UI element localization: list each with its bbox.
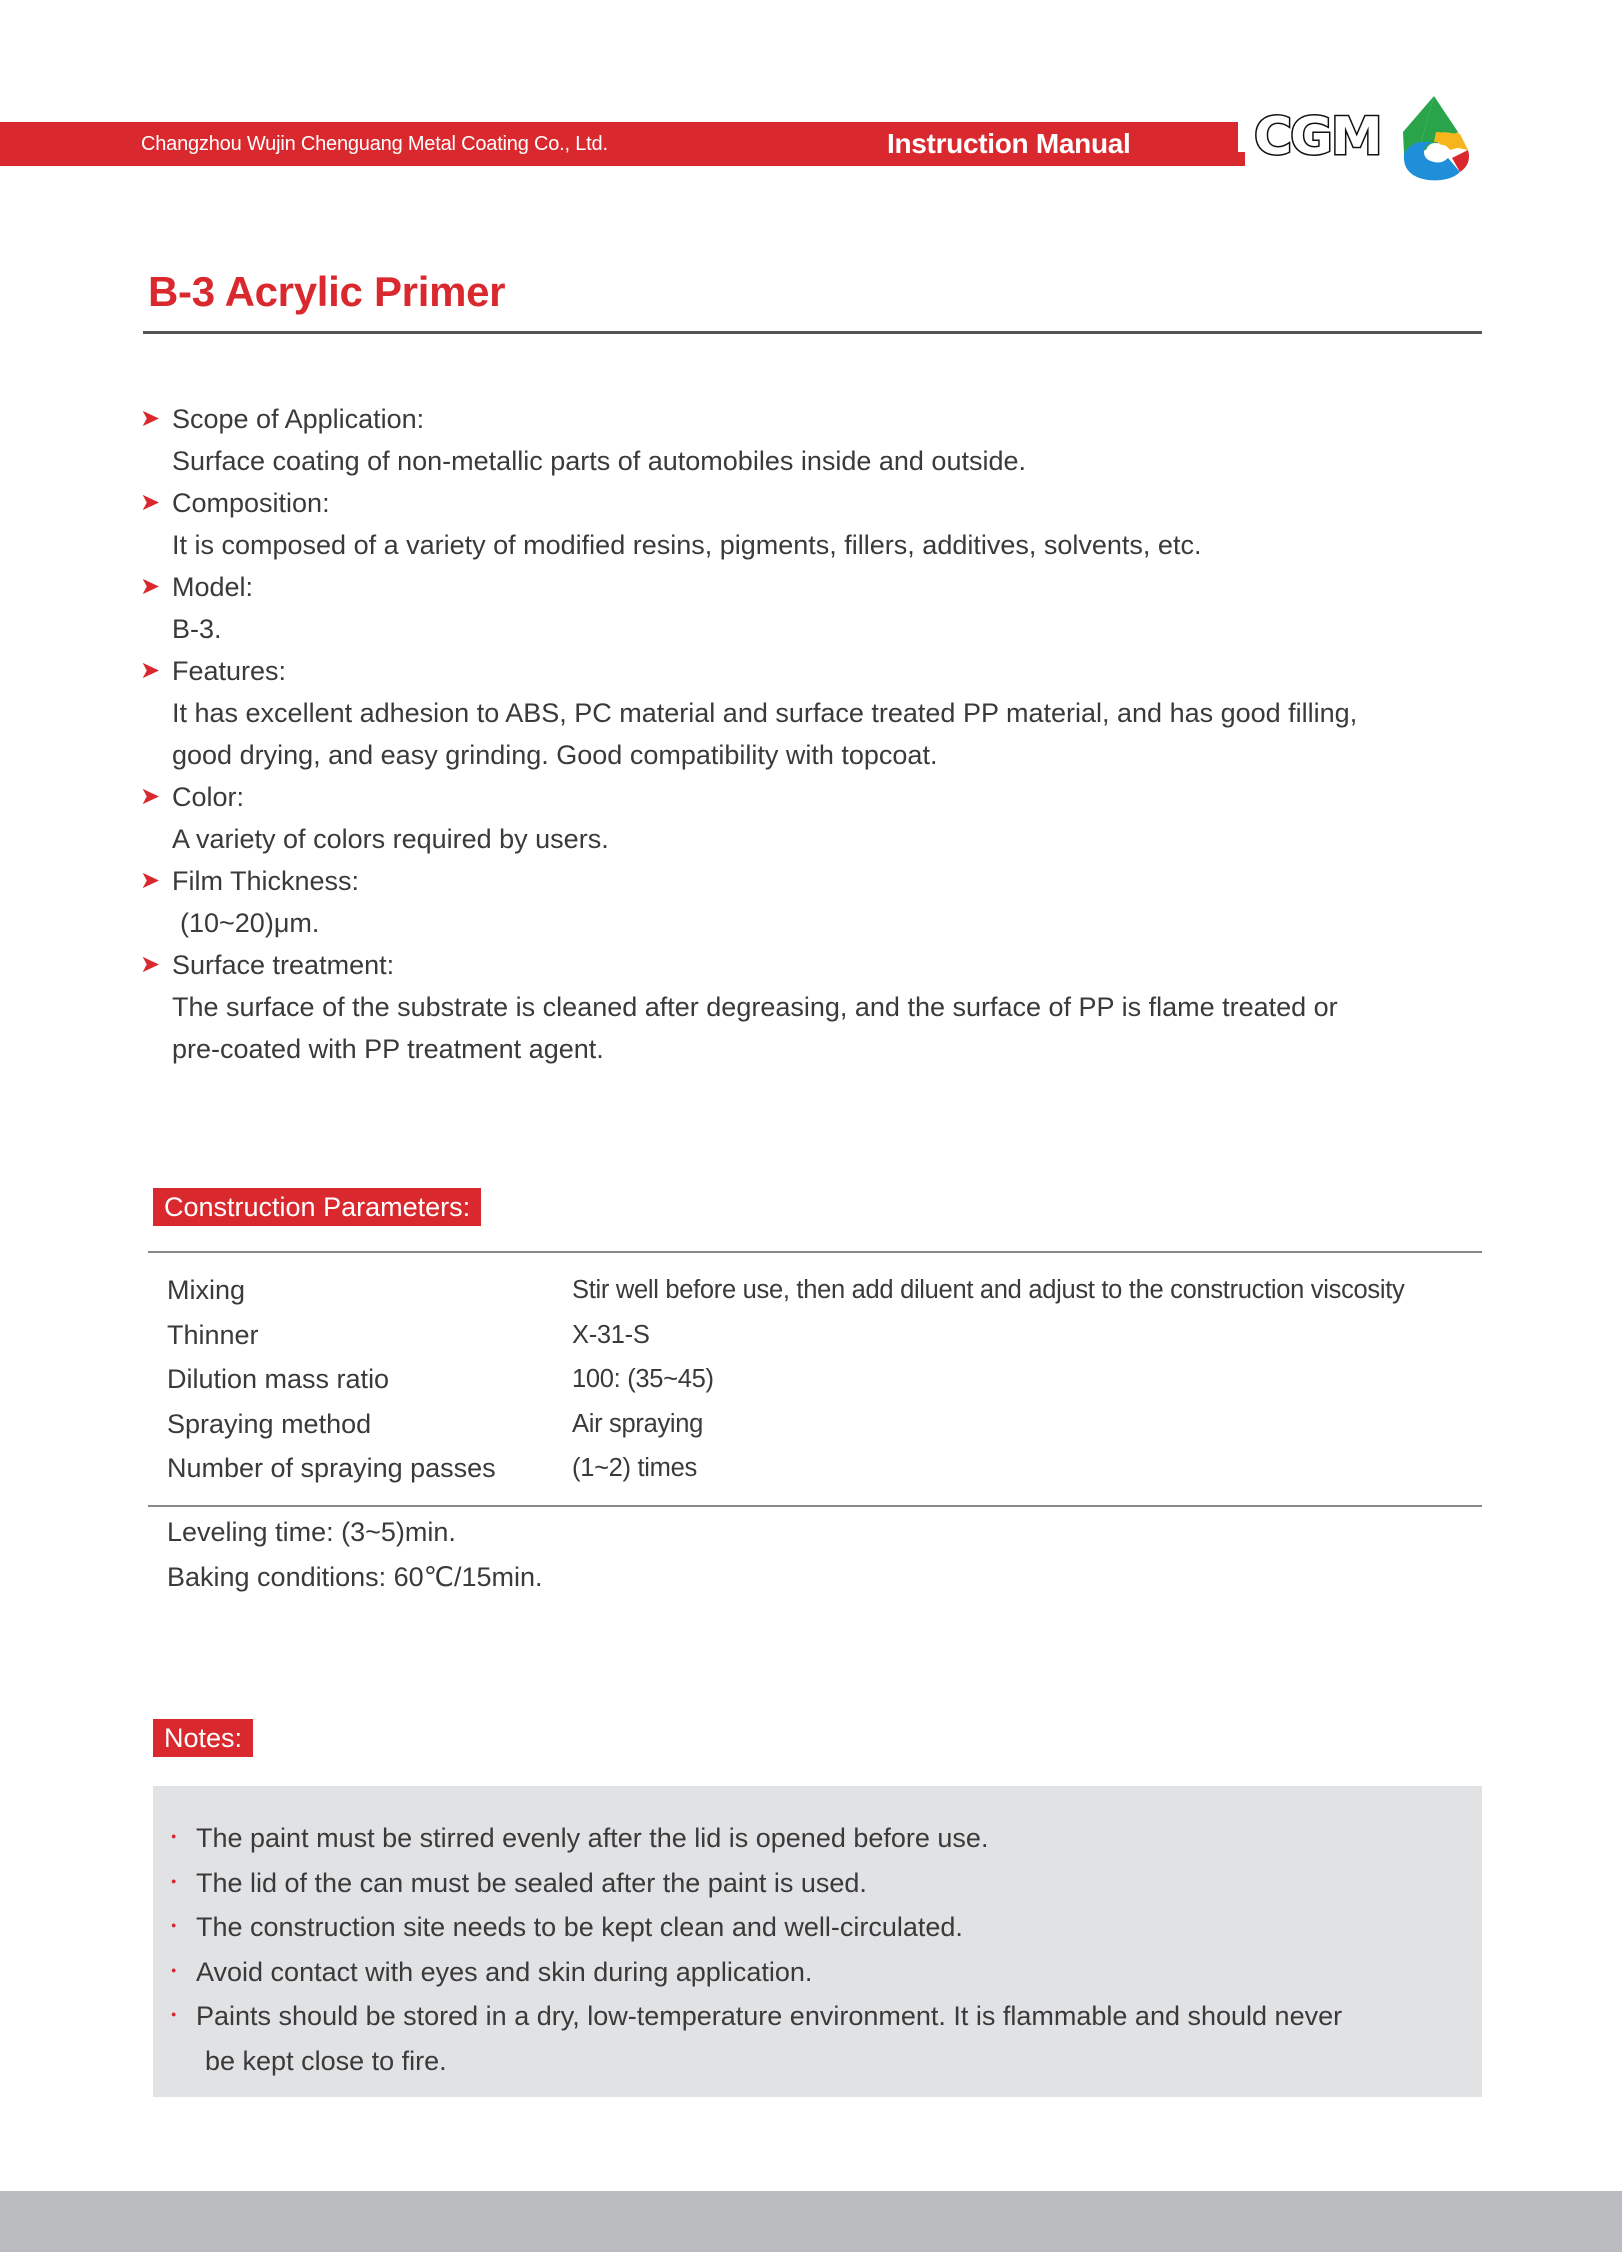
header-band	[0, 122, 1245, 166]
list-item	[171, 1816, 1471, 1861]
bullet-dot-icon: ●	[171, 1964, 177, 1975]
spec-value: It has excellent adhesion to ABS, PC material and surface treated PP material, and has good filling,	[172, 698, 1358, 728]
notes-heading: Notes:	[153, 1719, 253, 1757]
notes-box	[153, 1786, 1482, 2097]
arrow-bullet-icon: ➤	[140, 489, 161, 516]
table-row	[167, 1446, 1487, 1491]
construction-parameters-heading: Construction Parameters:	[153, 1188, 481, 1226]
spec-label: Composition:	[172, 488, 330, 518]
page-title: B-3 Acrylic Primer	[148, 268, 506, 315]
spec-value: (10~20)μm.	[180, 908, 320, 938]
note-text: Avoid contact with eyes and skin during application.	[196, 1956, 813, 1987]
spec-list	[140, 398, 1460, 1070]
arrow-bullet-icon: ➤	[140, 951, 161, 978]
param-value: (1~2) times	[572, 1454, 697, 1482]
footer-band	[0, 2191, 1622, 2252]
table-row	[167, 1402, 1487, 1447]
cgm-logo	[1238, 92, 1483, 182]
spec-value: pre-coated with PP treatment agent.	[172, 1034, 604, 1064]
leveling-time: Leveling time: (3~5)min.	[167, 1517, 456, 1547]
spec-value: Surface coating of non-metallic parts of automobiles inside and outside.	[172, 446, 1026, 476]
param-name: Thinner	[167, 1319, 259, 1350]
param-value: 100: (35~45)	[572, 1365, 714, 1393]
spec-value: It is composed of a variety of modified resins, pigments, fillers, additives, solvents, etc.	[172, 530, 1202, 560]
baking-conditions: Baking conditions: 60℃/15min.	[167, 1562, 543, 1592]
spec-value: The surface of the substrate is cleaned after degreasing, and the surface of PP is flame treated or	[172, 992, 1338, 1022]
bullet-dot-icon: ●	[171, 1831, 177, 1841]
table-bottom-rule	[148, 1505, 1482, 1507]
arrow-bullet-icon: ➤	[140, 783, 161, 810]
list-item	[171, 1905, 1471, 1950]
spec-label: Features:	[172, 656, 287, 686]
param-name: Mixing	[167, 1275, 246, 1305]
param-value: Stir well before use, then add diluent and adjust to the construction viscosity	[572, 1276, 1405, 1304]
table-row	[167, 1313, 1487, 1358]
note-text-continued: be kept close to fire.	[205, 2045, 447, 2076]
bullet-dot-icon: ●	[171, 1920, 177, 1930]
spec-label: Model:	[172, 572, 254, 602]
process-conditions	[167, 1510, 543, 1600]
list-item	[171, 1861, 1471, 1906]
notes-list	[171, 1816, 1471, 2083]
bullet-dot-icon: ●	[171, 2009, 177, 2019]
spec-label: Surface treatment:	[172, 950, 395, 980]
table-row	[167, 1268, 1487, 1313]
spec-label: Color:	[172, 782, 245, 812]
spec-label: Film Thickness:	[172, 866, 360, 896]
note-text: The construction site needs to be kept clean and well-circulated.	[196, 1912, 963, 1942]
spec-item-features	[140, 650, 1460, 776]
note-text: The paint must be stirred evenly after the lid is opened before use.	[196, 1823, 989, 1853]
logo-text: CGM	[1254, 107, 1381, 167]
document-type: Instruction Manual	[887, 128, 1131, 159]
table-top-rule	[148, 1251, 1482, 1253]
spec-item-model	[140, 566, 1460, 650]
arrow-bullet-icon: ➤	[140, 405, 161, 432]
arrow-bullet-icon: ➤	[140, 573, 161, 600]
arrow-bullet-icon: ➤	[140, 867, 161, 894]
spec-item-color	[140, 776, 1460, 860]
spec-value: good drying, and easy grinding. Good compatibility with topcoat.	[172, 740, 938, 770]
arrow-bullet-icon: ➤	[140, 657, 161, 684]
spec-item-surface-treatment	[140, 944, 1460, 1070]
bullet-dot-icon: ●	[171, 1875, 177, 1886]
list-item	[171, 1950, 1471, 1995]
param-value: Air spraying	[572, 1409, 704, 1438]
param-name: Spraying method	[167, 1408, 372, 1439]
table-row	[167, 1357, 1487, 1402]
spec-item-scope	[140, 398, 1460, 482]
title-divider	[143, 331, 1482, 334]
param-name: Dilution mass ratio	[167, 1364, 390, 1394]
param-value: X-31-S	[572, 1320, 650, 1349]
note-text: The lid of the can must be sealed after the paint is used.	[196, 1867, 867, 1898]
company-name: Changzhou Wujin Chenguang Metal Coating Co., Ltd.	[141, 133, 608, 155]
spec-value: B-3.	[172, 614, 222, 644]
param-name: Number of spraying passes	[167, 1453, 496, 1483]
spec-value: A variety of colors required by users.	[172, 824, 609, 854]
list-item	[171, 1994, 1471, 2083]
spec-item-film-thickness	[140, 860, 1460, 944]
note-text: Paints should be stored in a dry, low-temperature environment. It is flammable and should never	[196, 2001, 1343, 2031]
spec-label: Scope of Application:	[172, 404, 425, 434]
construction-parameters-table	[167, 1268, 1487, 1491]
spec-item-composition	[140, 482, 1460, 566]
